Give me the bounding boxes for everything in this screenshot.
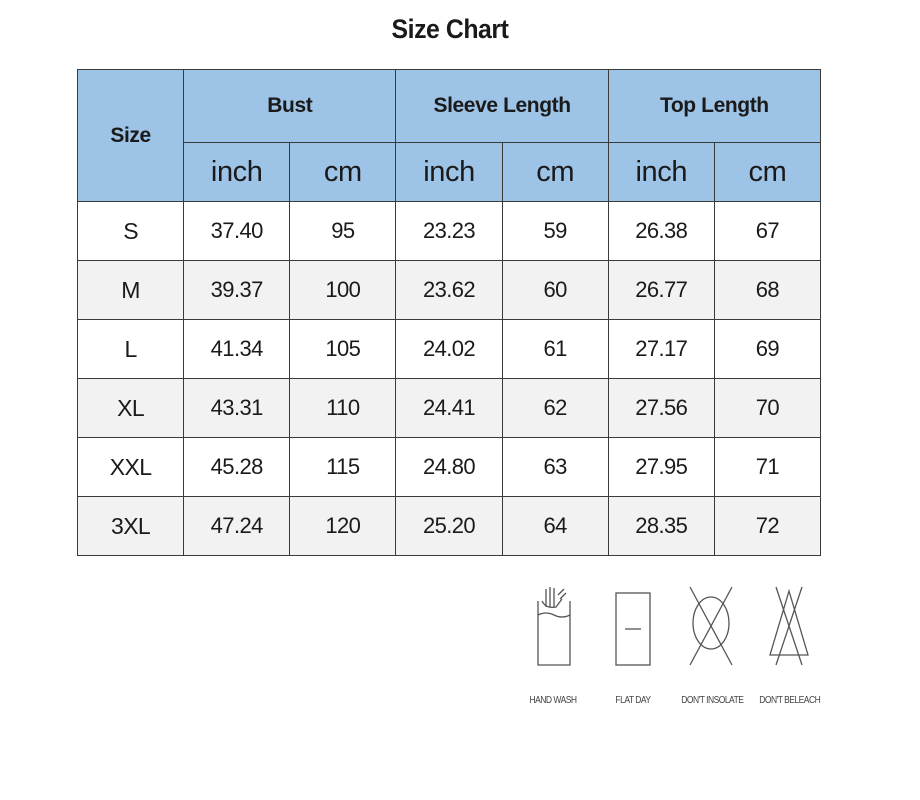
table-cell: 120 — [290, 497, 396, 556]
table-cell: 24.80 — [396, 438, 502, 497]
table-cell: 95 — [290, 202, 396, 261]
table-cell: 62 — [502, 379, 608, 438]
table-cell: 59 — [502, 202, 608, 261]
table-header-row — [78, 70, 821, 143]
table-row — [78, 202, 821, 261]
table-cell: 69 — [714, 320, 820, 379]
do-not-bleach-icon — [764, 585, 814, 671]
table-cell: 26.77 — [608, 261, 714, 320]
table-cell: 28.35 — [608, 497, 714, 556]
table-cell: 25.20 — [396, 497, 502, 556]
flat-dry-icon — [608, 585, 658, 671]
size-table — [77, 69, 821, 556]
care-label: DON'T BELEACH — [759, 695, 821, 706]
unit-header: cm — [502, 143, 608, 202]
table-cell: 39.37 — [184, 261, 290, 320]
table-cell: 23.62 — [396, 261, 502, 320]
table-cell: 100 — [290, 261, 396, 320]
table-cell: 41.34 — [184, 320, 290, 379]
bust-column-header: Bust — [184, 70, 396, 143]
unit-header: inch — [608, 143, 714, 202]
table-cell: 23.23 — [396, 202, 502, 261]
size-column-header: Size — [78, 70, 184, 202]
table-cell: 26.38 — [608, 202, 714, 261]
table-row — [78, 497, 821, 556]
table-cell: 27.95 — [608, 438, 714, 497]
table-cell: 24.02 — [396, 320, 502, 379]
table-cell: 61 — [502, 320, 608, 379]
top-length-column-header: Top Length — [608, 70, 820, 143]
size-cell: M — [78, 261, 184, 320]
table-cell: 71 — [714, 438, 820, 497]
size-cell: S — [78, 202, 184, 261]
size-cell: XXL — [78, 438, 184, 497]
care-label: DON'T INSOLATE — [681, 695, 744, 706]
do-not-tumble-dry-icon — [686, 585, 736, 671]
table-cell: 70 — [714, 379, 820, 438]
care-item-do-not-tumble-dry — [676, 585, 746, 706]
table-cell: 24.41 — [396, 379, 502, 438]
care-label: FLAT DAY — [615, 695, 651, 706]
table-cell: 64 — [502, 497, 608, 556]
table-cell: 47.24 — [184, 497, 290, 556]
table-row — [78, 320, 821, 379]
table-cell: 110 — [290, 379, 396, 438]
unit-header: cm — [290, 143, 396, 202]
care-item-hand-wash — [518, 585, 588, 706]
table-cell: 43.31 — [184, 379, 290, 438]
table-cell: 63 — [502, 438, 608, 497]
page-title: Size Chart — [391, 14, 509, 44]
table-cell: 115 — [290, 438, 396, 497]
table-unit-row — [78, 143, 821, 202]
size-cell: 3XL — [78, 497, 184, 556]
unit-header: cm — [714, 143, 820, 202]
size-cell: XL — [78, 379, 184, 438]
care-label: HAND WASH — [529, 695, 577, 706]
sleeve-length-column-header: Sleeve Length — [396, 70, 608, 143]
table-cell: 37.40 — [184, 202, 290, 261]
table-row — [78, 438, 821, 497]
table-cell: 105 — [290, 320, 396, 379]
table-cell: 68 — [714, 261, 820, 320]
table-cell: 72 — [714, 497, 820, 556]
unit-header: inch — [184, 143, 290, 202]
table-cell: 60 — [502, 261, 608, 320]
unit-header: inch — [396, 143, 502, 202]
care-item-flat-dry — [598, 585, 668, 706]
table-row — [78, 379, 821, 438]
table-cell: 45.28 — [184, 438, 290, 497]
size-cell: L — [78, 320, 184, 379]
table-cell: 67 — [714, 202, 820, 261]
table-row — [78, 261, 821, 320]
table-cell: 27.56 — [608, 379, 714, 438]
care-item-do-not-bleach — [754, 585, 824, 706]
table-cell: 27.17 — [608, 320, 714, 379]
hand-wash-icon — [528, 585, 578, 671]
